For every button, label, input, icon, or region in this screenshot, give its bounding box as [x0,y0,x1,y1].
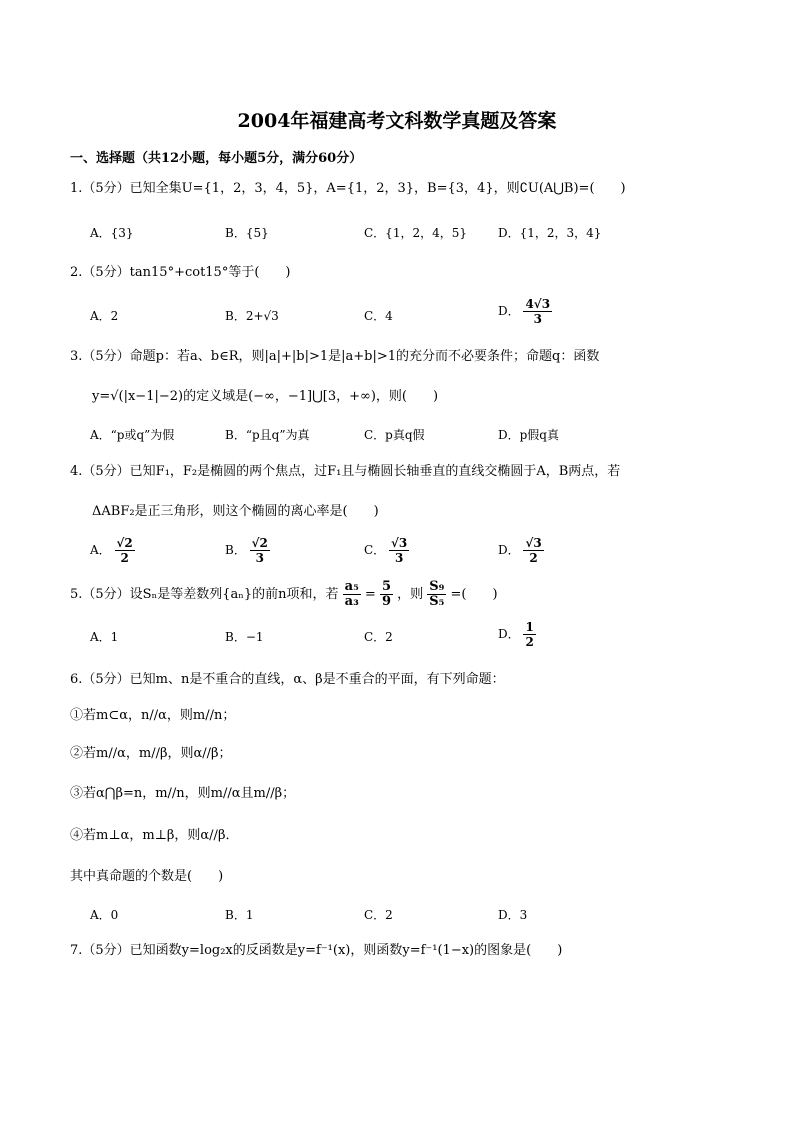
option-a: A．“p或q”为假 [90,428,175,442]
option-a: A．0 [90,908,119,922]
question-6: 6.（5分）已知m、n是不重合的直线，α、β是不重合的平面，有下列命题： [70,672,505,687]
option-c: C．{1，2，4，5} [364,226,467,240]
option-b: B．−1 [225,630,264,644]
fraction: $\frac{\text{S₉}}{\text{S₅}}$ [429,579,445,609]
section-heading: 一、选择题（共12小题，每小题5分，满分60分） [70,151,363,166]
fraction: $\frac{√2}{2}$ [116,536,133,565]
option-b: B．2+√3 [225,309,279,323]
option-d: D． $\frac{4√3}{3}$ [498,297,551,326]
fraction: $\frac{1}{2}$ [525,620,534,649]
option-b: B．“p且q”为真 [225,428,310,442]
question-7: 7.（5分）已知函数y=log₂x的反函数是y=f⁻¹(x)，则函数y=f⁻¹(1−x)的图象是( ) [70,943,563,958]
option-b: B．1 [225,908,254,922]
question-4-line-1: 4.（5分）已知F₁，F₂是椭圆的两个焦点，过F₁且与椭圆长轴垂直的直线交椭圆于A，B两点，若 [70,464,621,479]
option-a: A．{3} [90,226,134,240]
page-title: 2004年福建高考文科数学真题及答案 [237,110,557,132]
fraction: $\frac{5}{9}$ [381,579,391,609]
fraction: $\frac{√3}{3}$ [391,536,408,565]
option-c: C．2 [364,630,393,644]
option-b: B． $\frac{√2}{3}$ [225,536,268,565]
option-d: D．{1，2，3，4} [498,226,602,240]
option-a: A．1 [90,630,119,644]
proposition-2: ②若m//α，m//β，则α//β； [70,746,232,761]
fraction: $\frac{4√3}{3}$ [525,297,551,326]
option-c: C．p真q假 [364,428,425,442]
question-2: 2.（5分）tan15°+cot15°等于( ) [70,265,291,280]
fraction: $\frac{\text{a₅}}{\text{a₃}}$ [344,579,359,609]
question-4-line-2: ΔABF₂是正三角形，则这个椭圆的离心率是( ) [92,504,379,519]
question-1: 1.（5分）已知全集U={1，2，3，4，5}，A={1，2，3}，B={3，4}，则∁U(A⋃B)=( ) [70,181,626,196]
fraction: $\frac{√3}{2}$ [525,536,542,565]
option-c: C．4 [364,309,393,323]
proposition-1: ①若m⊂α，n//α，则m//n； [70,708,236,723]
option-d: D．p假q真 [498,428,559,442]
option-c: C． $\frac{√3}{3}$ [364,536,408,565]
question-6-ask: 其中真命题的个数是( ) [70,869,224,884]
option-a: A． $\frac{√2}{2}$ [90,536,133,565]
fraction: $\frac{√2}{3}$ [251,536,268,565]
option-d: D． $\frac{√3}{2}$ [498,536,542,565]
question-3-line-1: 3.（5分）命题p：若a、b∈R，则|a|+|b|>1是|a+b|>1的充分而不必要条件；命题q：函数 [70,349,600,364]
proposition-3: ③若α⋂β=n，m//n，则m//α且m//β； [70,786,296,801]
option-d: D． $\frac{1}{2}$ [498,620,534,649]
proposition-4: ④若m⊥α，m⊥β，则α//β． [70,828,239,843]
option-a: A．2 [90,309,119,323]
question-5: 5.（5分）设Sₙ是等差数列{aₙ}的前n项和，若 $\frac{\text{a₅}}{\text{a₃}}$ = $\frac{5}{9}$ ，则 $\frac{\text{S₉}}{\text{S₅}}$ =( ) [70,579,498,609]
option-d: D．3 [498,908,528,922]
question-3-line-2: y=√(|x−1|−2)的定义域是(−∞，−1]⋃[3，+∞)，则( ) [92,389,439,404]
option-c: C．2 [364,908,393,922]
option-b: B．{5} [225,226,269,240]
